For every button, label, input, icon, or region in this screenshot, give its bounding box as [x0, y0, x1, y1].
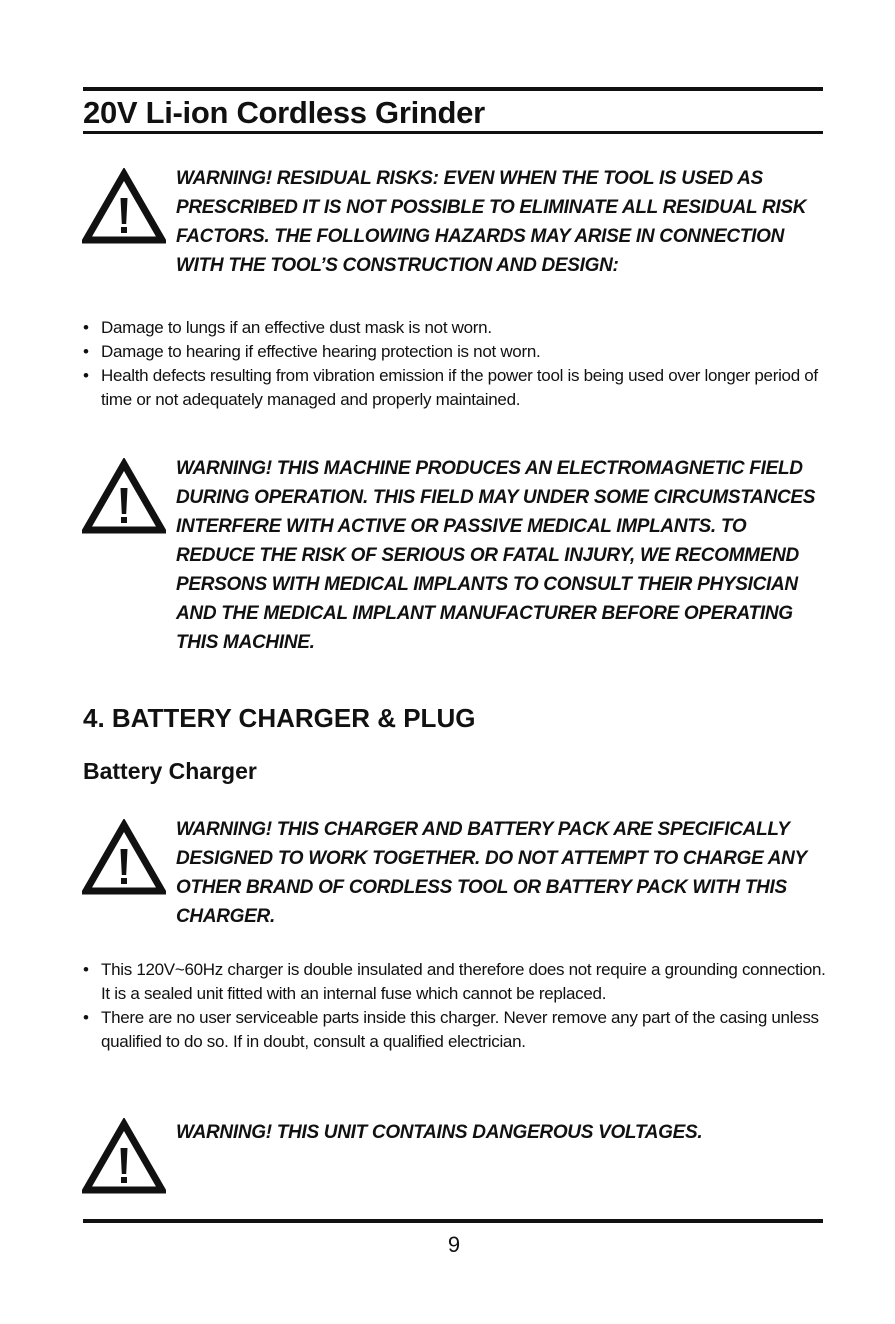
warning-text: WARNING! THIS CHARGER AND BATTERY PACK ARE SPECIFICALLY DESIGNED TO WORK TOGETHER. DO NOT ATTEMPT TO CHARGE ANY OTHER BRAND OF CORDLESS TOOL OR BATTERY PACK WITH THIS CHARGER.	[176, 819, 807, 927]
header-rule-bottom	[83, 131, 823, 134]
warning-text: WARNING! RESIDUAL RISKS: EVEN WHEN THE TOOL IS USED AS PRESCRIBED IT IS NOT POSSIBLE TO ELIMINATE ALL RESIDUAL RISK FACTORS. THE FOLLOWING HAZARDS MAY ARISE IN CONNECTION WITH THE TOOL’S CONSTRUCTION AND DESIGN:	[176, 168, 807, 276]
list-item: • There are no user serviceable parts inside this charger. Never remove any part of the casing unless qualified to do so. If in doubt, consult a qualified electrician.	[83, 1006, 828, 1054]
footer-rule	[83, 1219, 823, 1223]
residual-risks-list	[83, 316, 828, 412]
warning-triangle-icon	[82, 1118, 166, 1194]
header-rule-top	[83, 87, 823, 91]
page-title: 20V Li-ion Cordless Grinder	[83, 95, 485, 130]
warning-triangle-icon	[82, 819, 166, 895]
warning-triangle-icon	[82, 168, 166, 244]
list-item: • Health defects resulting from vibration emission if the power tool is being used over longer period of time or not adequately managed and properly maintained.	[83, 364, 828, 412]
charger-notes-list	[83, 958, 828, 1054]
page-number: 9	[447, 1232, 461, 1257]
section-subheading: Battery Charger	[83, 758, 257, 784]
list-item: • This 120V~60Hz charger is double insulated and therefore does not require a grounding connection. It is a sealed unit fitted with an internal fuse which cannot be replaced.	[83, 958, 828, 1006]
warning-text: WARNING! THIS UNIT CONTAINS DANGEROUS VOLTAGES.	[176, 1122, 703, 1143]
section-heading: 4. BATTERY CHARGER & PLUG	[83, 703, 476, 733]
list-item: • Damage to hearing if effective hearing protection is not worn.	[83, 340, 828, 364]
list-item: • Damage to lungs if an effective dust mask is not worn.	[83, 316, 828, 340]
warning-triangle-icon	[82, 458, 166, 534]
warning-text: WARNING! THIS MACHINE PRODUCES AN ELECTROMAGNETIC FIELD DURING OPERATION. THIS FIELD MAY UNDER SOME CIRCUMSTANCES INTERFERE WITH ACTIVE OR PASSIVE MEDICAL IMPLANTS. TO REDUCE THE RISK OF SERIOUS OR FATAL INJURY, WE RECOMMEND PERSONS WITH MEDICAL IMPLANTS TO CONSULT THEIR PHYSICIAN AND THE MEDICAL IMPLANT MANUFACTURER BEFORE OPERATING THIS MACHINE.	[176, 458, 816, 653]
